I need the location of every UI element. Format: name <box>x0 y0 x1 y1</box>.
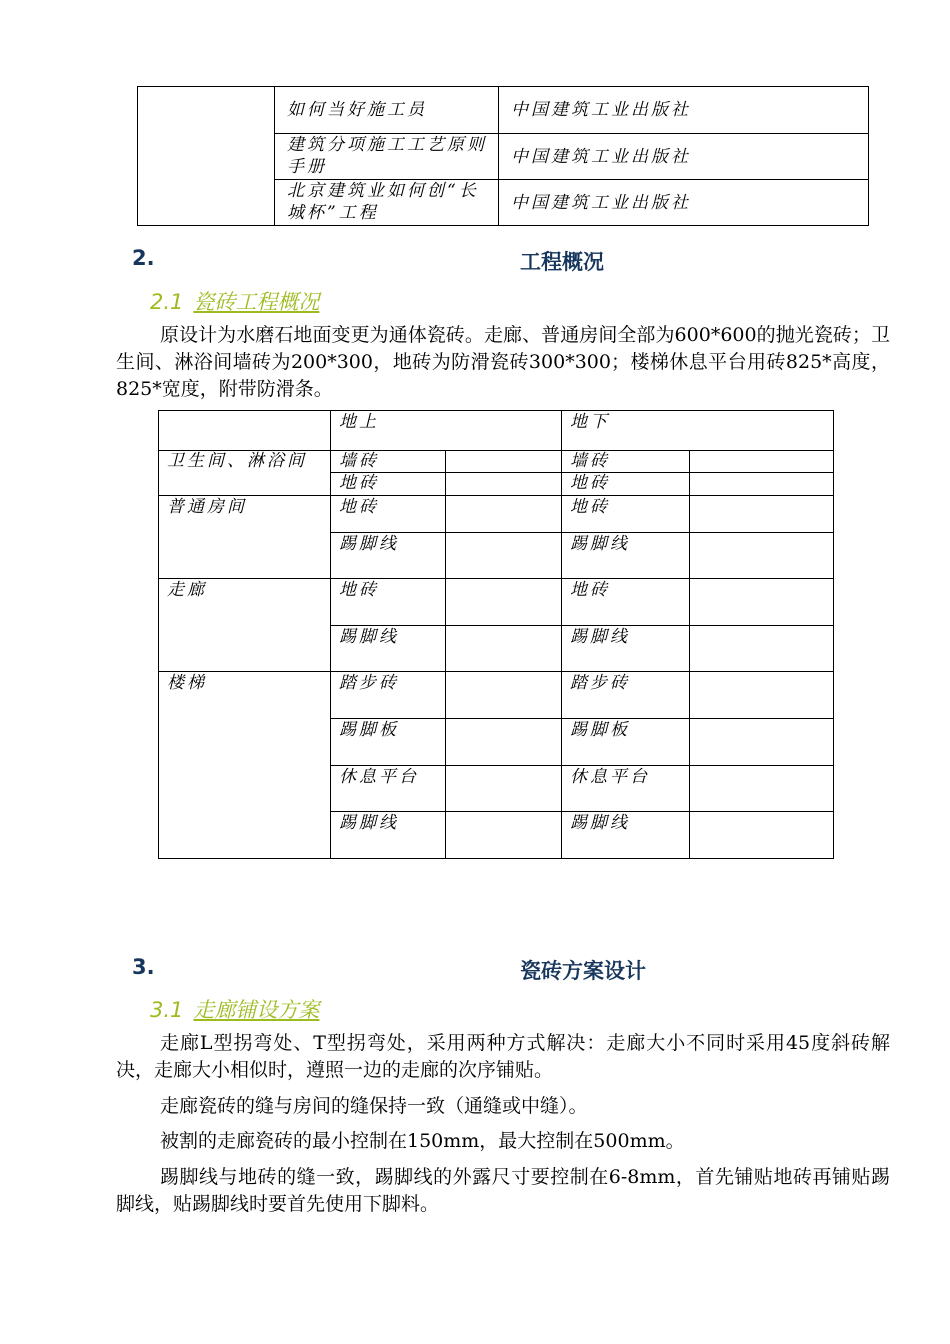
item-cell: 休息平台 <box>331 766 446 812</box>
value-cell <box>690 766 834 812</box>
section-3-1-title: 走廊铺设方案 <box>193 998 320 1022</box>
tile-table <box>158 410 834 859</box>
ref-title-cell: 如何当好施工员 <box>275 87 499 134</box>
item-cell: 墙砖 <box>562 451 690 473</box>
value-cell <box>690 626 834 672</box>
item-cell: 地砖 <box>562 579 690 626</box>
value-cell <box>446 719 562 766</box>
ref-title-cell: 建筑分项施工工艺原则手册 <box>275 134 499 180</box>
reference-table <box>137 86 869 226</box>
value-cell <box>690 719 834 766</box>
area-cell: 走廊 <box>159 579 331 672</box>
value-cell <box>446 672 562 719</box>
area-cell: 普通房间 <box>159 496 331 579</box>
section-3-paragraph: 走廊L型拐弯处、T型拐弯处，采用两种方式解决：走廊大小不同时采用45度斜砖解决，走廊大小相似时，遵照一边的走廊的次序铺贴。 <box>116 1032 890 1081</box>
item-cell: 地砖 <box>331 496 446 533</box>
section-3-paragraph: 走廊瓷砖的缝与房间的缝保持一致（通缝或中缝）。 <box>160 1095 588 1117</box>
value-cell <box>446 812 562 859</box>
section-2-paragraph: 原设计为水磨石地面变更为通体瓷砖。走廊、普通房间全部为600*600的抛光瓷砖；卫生间、淋浴间墙砖为200*300，地砖为防滑瓷砖300*300；楼梯休息平台用砖825*高度，825*宽度，附带防滑条。 <box>116 324 890 400</box>
item-cell: 踢脚线 <box>331 812 446 859</box>
item-cell: 踏步砖 <box>562 672 690 719</box>
ref-publisher-cell: 中国建筑工业出版社 <box>499 87 869 134</box>
section-3-1-heading <box>150 994 319 1024</box>
area-cell: 卫生间、淋浴间 <box>159 451 331 496</box>
header-below-ground: 地下 <box>562 411 834 451</box>
value-cell <box>446 766 562 812</box>
ref-table-blank-cell <box>138 87 275 226</box>
value-cell <box>690 451 834 473</box>
section-3-paragraph: 被割的走廊瓷砖的最小控制在150mm，最大控制在500mm。 <box>160 1130 685 1152</box>
header-above-ground: 地上 <box>331 411 562 451</box>
section-3-paragraph: 踢脚线与地砖的缝一致，踢脚线的外露尺寸要控制在6-8mm，首先铺贴地砖再铺贴踢脚线，贴踢脚线时要首先使用下脚料。 <box>116 1166 890 1215</box>
item-cell: 踢脚线 <box>562 626 690 672</box>
ref-publisher-cell: 中国建筑工业出版社 <box>499 134 869 180</box>
tile-table-corner <box>159 411 331 451</box>
item-cell: 墙砖 <box>331 451 446 473</box>
value-cell <box>446 533 562 579</box>
value-cell <box>690 473 834 496</box>
section-2-title: 工程概况 <box>520 250 604 274</box>
item-cell: 踢脚板 <box>331 719 446 766</box>
value-cell <box>690 496 834 533</box>
item-cell: 踢脚线 <box>562 533 690 579</box>
section-2-1-number: 2.1 <box>150 290 184 314</box>
item-cell: 地砖 <box>331 579 446 626</box>
section-2-number: 2. <box>132 246 155 270</box>
value-cell <box>446 496 562 533</box>
section-2-1-title: 瓷砖工程概况 <box>193 290 320 314</box>
area-cell: 楼梯 <box>159 672 331 859</box>
section-2-1-heading <box>150 286 319 316</box>
item-cell: 踏步砖 <box>331 672 446 719</box>
value-cell <box>690 533 834 579</box>
value-cell <box>446 473 562 496</box>
section-3-number: 3. <box>132 955 155 979</box>
value-cell <box>446 579 562 626</box>
value-cell <box>690 812 834 859</box>
item-cell: 踢脚板 <box>562 719 690 766</box>
section-3-1-number: 3.1 <box>150 998 184 1022</box>
section-3-title: 瓷砖方案设计 <box>520 959 646 983</box>
value-cell <box>446 451 562 473</box>
item-cell: 地砖 <box>562 496 690 533</box>
value-cell <box>690 672 834 719</box>
item-cell: 踢脚线 <box>562 812 690 859</box>
item-cell: 踢脚线 <box>331 626 446 672</box>
ref-title-cell: 北京建筑业如何创“长城杯”工程 <box>275 180 499 226</box>
item-cell: 地砖 <box>562 473 690 496</box>
ref-publisher-cell: 中国建筑工业出版社 <box>499 180 869 226</box>
item-cell: 踢脚线 <box>331 533 446 579</box>
item-cell: 地砖 <box>331 473 446 496</box>
value-cell <box>690 579 834 626</box>
item-cell: 休息平台 <box>562 766 690 812</box>
value-cell <box>446 626 562 672</box>
